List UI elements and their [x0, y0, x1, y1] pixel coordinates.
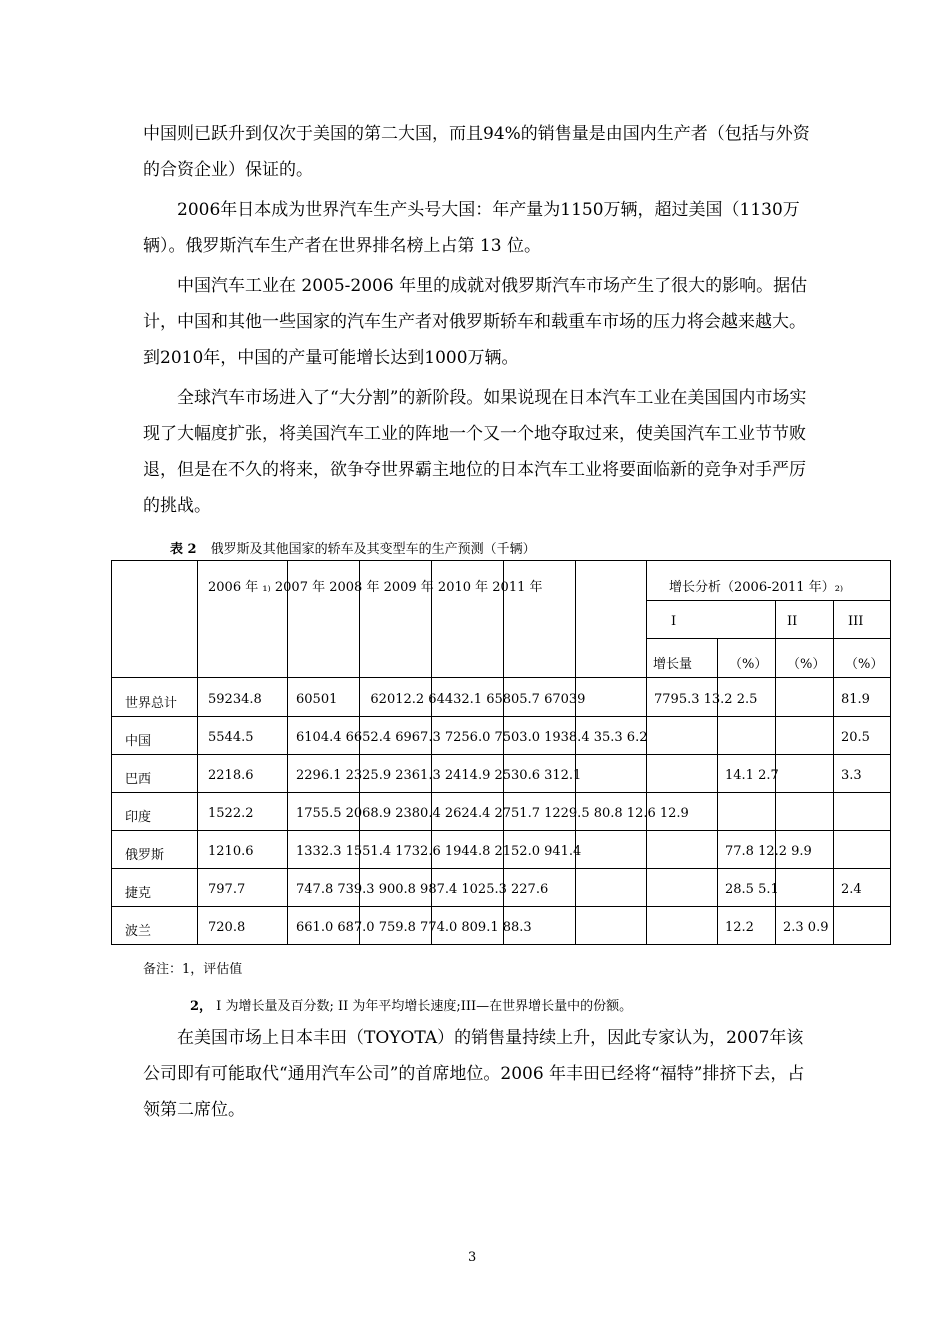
paragraph-2: 2006年日本成为世界汽车生产头号大国：年产量为1150万辆，超过美国（1130万辆）。俄罗斯汽车生产者在世界排名榜上占第 13 位。 [143, 200, 800, 256]
row-growth-iii: 81.9 [841, 692, 870, 707]
row-growth-iii: 20.5 [841, 730, 870, 745]
row-name: 世界总计 [125, 696, 178, 711]
unit-header-pct-ii: （%） [787, 657, 826, 672]
row-values: 60501 62012.2 64432.1 65805.7 67039 [296, 692, 586, 707]
row-name: 中国 [125, 734, 152, 749]
row-name: 俄罗斯 [125, 848, 165, 863]
row-growth-iii: 3.3 [841, 768, 862, 783]
row-value-2006: 1522.2 [208, 806, 254, 821]
row-value-2006: 720.8 [208, 920, 246, 935]
unit-header-growth: 增长量 [653, 657, 693, 672]
row-growth-iii: 2.4 [841, 882, 862, 897]
row-growth-ii: 2.3 0.9 [783, 920, 829, 935]
paragraph-3: 中国汽车工业在 2005-2006 年里的成就对俄罗斯汽车市场产生了很大的影响。据估计，中国和其他一些国家的汽车生产者对俄罗斯轿车和载重车市场的压力将会越来越大。到2010年，中国的产量可能增长达到1000万辆。 [143, 276, 808, 368]
row-growth-i: 7795.3 13.2 2.5 [654, 692, 758, 707]
production-forecast-table [111, 560, 891, 945]
table-note-2-body: I 为增长量及百分数; II 为年平均增长速度;III—在世界增长量中的份额。 [212, 999, 633, 1014]
row-name: 捷克 [125, 886, 152, 901]
table-caption [170, 538, 536, 557]
growth-analysis-header: 增长分析（2006-2011 年）₂₎ [669, 580, 844, 595]
row-name: 波兰 [125, 924, 152, 939]
page-number: 3 [468, 1250, 477, 1265]
paragraph-5: 在美国市场上日本丰田（TOYOTA）的销售量持续上升，因此专家认为，2007年该公司即有可能取代“通用汽车公司”的首席地位。2006 年丰田已经将“福特”排挤下去，占领第二席位。 [143, 1028, 805, 1120]
row-value-2006: 5544.5 [208, 730, 254, 745]
row-value-2006: 1210.6 [208, 844, 254, 859]
table-note-2-prefix: 2， [190, 999, 213, 1014]
year-header: 2006 年 ₁₎ 2007 年 2008 年 2009 年 2010 年 2011 年 [208, 580, 543, 595]
paragraph-1: 中国则已跃升到仅次于美国的第二大国，而且94%的销售量是由国内生产者（包括与外资的合资企业）保证的。 [143, 124, 810, 180]
subheader-ii: II [787, 614, 798, 629]
row-name: 巴西 [125, 772, 152, 787]
table-note-1: 备注：1，评估值 [143, 962, 243, 977]
row-values: 661.0 687.0 759.8 774.0 809.1 88.3 [296, 920, 532, 935]
row-growth-i-pct: 12.2 [725, 920, 754, 935]
paragraph-4: 全球汽车市场进入了“大分割”的新阶段。如果说现在日本汽车工业在美国国内市场实现了大幅度扩张，将美国汽车工业的阵地一个又一个地夺取过来，使美国汽车工业节节败退，但是在不久的将来，欲争夺世界霸主地位的日本汽车工业将要面临新的竞争对手严厉的挑战。 [143, 388, 807, 516]
row-growth-i-pct: 28.5 5.1 [725, 882, 779, 897]
table-caption-title: 俄罗斯及其他国家的轿车及其变型车的生产预测（千辆） [210, 542, 536, 557]
row-values: 2296.1 2325.9 2361.3 2414.9 2530.6 312.1 [296, 768, 582, 783]
row-growth-i-pct: 14.1 2.7 [725, 768, 779, 783]
unit-header-pct-iii: （%） [845, 657, 884, 672]
subheader-iii: III [848, 614, 864, 629]
row-values: 1332.3 1551.4 1732.6 1944.8 2152.0 941.4 [296, 844, 582, 859]
row-values: 747.8 739.3 900.8 987.4 1025.3 227.6 [296, 882, 549, 897]
table-caption-label: 表 2 [170, 542, 197, 557]
row-value-2006: 59234.8 [208, 692, 262, 707]
row-values: 6104.4 6652.4 6967.3 7256.0 7503.0 1938.4 35.3 6.2 [296, 730, 648, 745]
row-value-2006: 797.7 [208, 882, 246, 897]
row-value-2006: 2218.6 [208, 768, 254, 783]
unit-header-pct-i: （%） [729, 657, 768, 672]
row-growth-i-pct: 77.8 12.2 9.9 [725, 844, 812, 859]
row-name: 印度 [125, 810, 152, 825]
table-note-2 [190, 995, 632, 1014]
subheader-i: I [671, 614, 677, 629]
row-values: 1755.5 2068.9 2380.4 2624.4 2751.7 1229.5 80.8 12.6 12.9 [296, 806, 689, 821]
